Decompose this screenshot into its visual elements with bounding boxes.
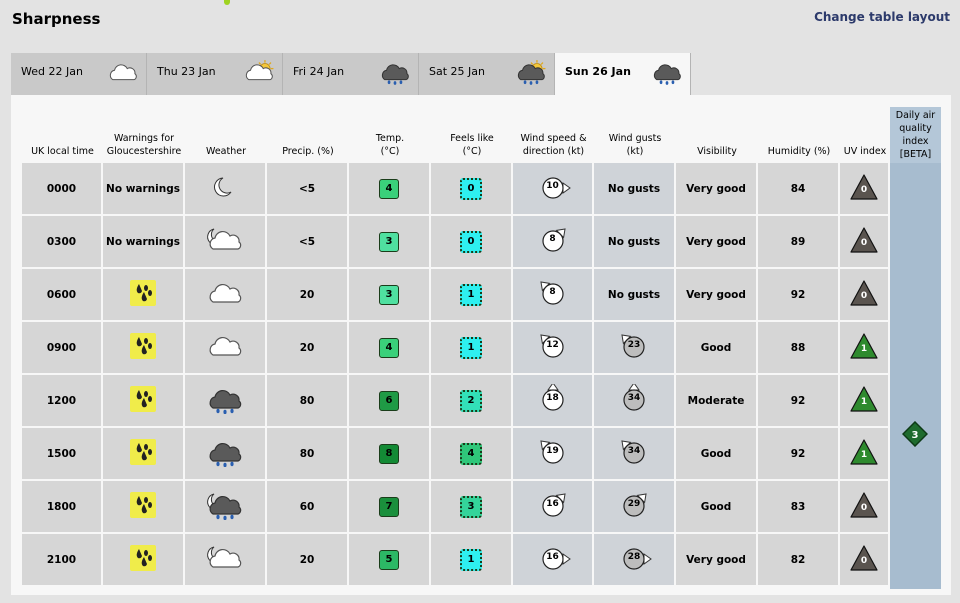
wind-arrow-icon: [535, 225, 571, 255]
humidity-cell: [758, 216, 840, 269]
precip-cell: [267, 322, 349, 375]
visibility-value: Very good: [686, 288, 746, 301]
uv-triangle-icon: [849, 544, 879, 572]
feels-cell: [431, 322, 513, 375]
temp-badge: 8: [379, 444, 399, 464]
rain-cloud-icon: [205, 458, 245, 470]
tab-label: Sat 25 Jan: [429, 65, 485, 78]
temp-badge: 4: [379, 179, 399, 199]
yellow-warning-icon[interactable]: [130, 333, 156, 359]
temp-badge: 6: [379, 391, 399, 411]
time-value: 1800: [46, 500, 77, 513]
table-row: [22, 163, 890, 216]
uv-value: 1: [860, 344, 868, 354]
tab-wed-22-jan[interactable]: [11, 53, 147, 95]
temp-cell: [349, 269, 431, 322]
temp-badge: 5: [379, 550, 399, 570]
uv-triangle-icon: [849, 332, 879, 360]
col-feels-label: Feels like (°C): [450, 133, 494, 157]
warning-text: No warnings: [106, 182, 180, 195]
visibility-value: Good: [700, 500, 732, 513]
warning-cell: [103, 481, 185, 534]
uv-cell: [840, 216, 890, 269]
cloud-icon: [205, 352, 245, 364]
col-wind-label: Wind speed & direction (kt): [520, 133, 587, 157]
wind-cell: [513, 534, 594, 587]
feels-badge: 1: [460, 337, 482, 359]
uv-triangle-icon: [849, 226, 879, 254]
time-cell: [22, 534, 103, 587]
temp-cell: [349, 163, 431, 216]
wind-cell: [513, 163, 594, 216]
temp-cell: [349, 375, 431, 428]
gust-cell: [594, 269, 676, 322]
uv-value: 1: [860, 450, 868, 460]
yellow-warning-icon[interactable]: [130, 545, 156, 571]
uv-value: 0: [860, 291, 868, 301]
wind-cell: [513, 375, 594, 428]
time-cell: [22, 163, 103, 216]
tab-label: Sun 26 Jan: [565, 65, 631, 78]
time-value: 1200: [46, 394, 77, 407]
warning-cell: [103, 269, 185, 322]
gust-cell: [594, 534, 676, 587]
humidity-value: 84: [790, 182, 806, 195]
warning-cell: [103, 534, 185, 587]
weather-cell: [185, 534, 267, 587]
wind-arrow-icon: [535, 437, 571, 467]
table-row: [22, 428, 890, 481]
wind-speed-value: 8: [549, 287, 556, 297]
precip-value: 80: [299, 447, 315, 460]
moon-cloud-icon: [205, 564, 245, 576]
uv-triangle-icon: [849, 173, 879, 201]
warning-cell: [103, 163, 185, 216]
table-row: [22, 481, 890, 534]
table-row: [22, 269, 890, 322]
gust-cell: [594, 428, 676, 481]
visibility-value: Very good: [686, 182, 746, 195]
time-cell: [22, 269, 103, 322]
gust-cell: [594, 216, 676, 269]
wind-speed-value: 16: [546, 552, 559, 562]
temp-cell: [349, 481, 431, 534]
sun-cloud-icon: [242, 59, 276, 89]
time-value: 0000: [46, 182, 77, 195]
visibility-cell: [676, 428, 758, 481]
top-indicator-dot: [224, 0, 230, 5]
precip-value: 80: [299, 394, 315, 407]
wind-arrow-icon: [535, 172, 571, 202]
humidity-cell: [758, 269, 840, 322]
visibility-value: Moderate: [687, 394, 745, 407]
precip-value: <5: [298, 182, 316, 195]
sun-rain-cloud-icon: [514, 59, 548, 89]
tab-fri-24-jan[interactable]: [283, 53, 419, 95]
uv-cell: [840, 375, 890, 428]
moon-cloud-icon: [205, 246, 245, 258]
col-wind: [513, 107, 594, 163]
visibility-value: Very good: [686, 235, 746, 248]
col-visibility: Visibility: [697, 146, 737, 157]
uv-value: 0: [860, 503, 868, 513]
uv-cell: [840, 428, 890, 481]
feels-cell: [431, 269, 513, 322]
gust-cell: [594, 375, 676, 428]
warning-cell: [103, 375, 185, 428]
precip-cell: [267, 428, 349, 481]
warning-cell: [103, 428, 185, 481]
feels-badge: 4: [460, 443, 482, 465]
weather-cell: [185, 216, 267, 269]
humidity-cell: [758, 375, 840, 428]
cloud-icon: [106, 59, 140, 89]
col-warnings-label: Warnings for Gloucestershire: [106, 133, 182, 157]
gust-arrow-icon: [616, 331, 652, 361]
rain-cloud-icon: [205, 405, 245, 417]
col-warnings: [103, 107, 185, 163]
time-value: 2100: [46, 553, 77, 566]
col-air-quality: Daily air quality index [BETA]: [890, 107, 941, 163]
weather-cell: [185, 163, 267, 216]
col-feels: [431, 107, 513, 163]
uv-value: 0: [860, 185, 868, 195]
cloud-icon: [205, 299, 245, 311]
precip-cell: [267, 534, 349, 587]
temp-cell: [349, 216, 431, 269]
feels-cell: [431, 481, 513, 534]
wind-cell: [513, 269, 594, 322]
gust-arrow-icon: [616, 384, 652, 414]
col-gusts-label: Wind gusts (kt): [608, 133, 662, 157]
tab-label: Thu 23 Jan: [157, 65, 216, 78]
gust-value: 28: [627, 552, 641, 562]
wind-speed-value: 8: [549, 234, 556, 244]
gust-arrow-icon: [616, 437, 652, 467]
wind-arrow-icon: [535, 278, 571, 308]
tab-sun-26-jan[interactable]: [555, 53, 691, 97]
visibility-value: Good: [700, 447, 732, 460]
warning-cell: [103, 216, 185, 269]
col-uv: UV index: [843, 146, 887, 157]
feels-badge: 0: [460, 231, 482, 253]
forecast-table: [22, 107, 890, 587]
page-title: Sharpness: [12, 10, 101, 28]
gust-cell: [594, 163, 676, 216]
temp-badge: 7: [379, 497, 399, 517]
feels-badge: 1: [460, 284, 482, 306]
gust-value: No gusts: [607, 288, 661, 301]
wind-arrow-icon: [535, 490, 571, 520]
precip-value: 20: [299, 341, 315, 354]
precip-cell: [267, 481, 349, 534]
weather-cell: [185, 481, 267, 534]
uv-value: 0: [860, 238, 868, 248]
precip-value: 60: [299, 500, 315, 513]
temp-badge: 3: [379, 232, 399, 252]
day-tabs: [11, 53, 691, 95]
rain-cloud-icon: [650, 59, 684, 89]
air-quality-column: [890, 107, 941, 589]
col-temp: [349, 107, 431, 163]
uv-triangle-icon: [849, 279, 879, 307]
gust-value: 34: [627, 393, 641, 403]
time-value: 0900: [46, 341, 77, 354]
uv-triangle-icon: [849, 438, 879, 466]
warning-cell: [103, 322, 185, 375]
wind-cell: [513, 481, 594, 534]
gust-value: 34: [627, 446, 641, 456]
temp-badge: 3: [379, 285, 399, 305]
time-cell: [22, 428, 103, 481]
tab-thu-23-jan[interactable]: [147, 53, 283, 95]
uv-value: 0: [860, 556, 868, 566]
gust-arrow-icon: [616, 543, 652, 573]
feels-cell: [431, 375, 513, 428]
wind-speed-value: 12: [546, 340, 559, 350]
feels-cell: [431, 428, 513, 481]
weather-cell: [185, 375, 267, 428]
time-cell: [22, 216, 103, 269]
precip-value: 20: [299, 288, 315, 301]
visibility-value: Good: [700, 341, 732, 354]
feels-cell: [431, 163, 513, 216]
humidity-cell: [758, 428, 840, 481]
humidity-value: 92: [790, 447, 806, 460]
humidity-cell: [758, 163, 840, 216]
wind-arrow-icon: [535, 543, 571, 573]
precip-cell: [267, 375, 349, 428]
wind-arrow-icon: [535, 384, 571, 414]
time-value: 0300: [46, 235, 77, 248]
table-row: [22, 534, 890, 587]
wind-speed-value: 10: [546, 181, 559, 191]
table-row: [22, 375, 890, 428]
uv-cell: [840, 534, 890, 587]
moon-icon: [205, 193, 245, 205]
humidity-value: 82: [790, 553, 806, 566]
warning-text: No warnings: [106, 235, 180, 248]
gust-value: 23: [627, 340, 641, 350]
rain-cloud-icon: [378, 59, 412, 89]
uv-value: 1: [860, 397, 868, 407]
time-value: 1500: [46, 447, 77, 460]
uv-cell: [840, 322, 890, 375]
feels-badge: 1: [460, 549, 482, 571]
gust-arrow-icon: [616, 490, 652, 520]
precip-cell: [267, 269, 349, 322]
moon-rain-cloud-icon: [205, 511, 245, 523]
table-row: [22, 216, 890, 269]
visibility-cell: [676, 375, 758, 428]
col-weather: Weather: [206, 146, 246, 157]
feels-badge: 2: [460, 390, 482, 412]
uv-triangle-icon: [849, 385, 879, 413]
humidity-value: 88: [790, 341, 806, 354]
temp-cell: [349, 322, 431, 375]
feels-cell: [431, 216, 513, 269]
yellow-warning-icon[interactable]: [130, 280, 156, 306]
change-table-layout-link[interactable]: Change table layout: [814, 10, 950, 24]
air-quality-badge[interactable]: [902, 421, 928, 447]
wind-speed-value: 18: [546, 393, 559, 403]
visibility-cell: [676, 481, 758, 534]
humidity-value: 92: [790, 288, 806, 301]
weather-cell: [185, 269, 267, 322]
gust-cell: [594, 481, 676, 534]
weather-cell: [185, 322, 267, 375]
feels-cell: [431, 534, 513, 587]
feels-badge: 0: [460, 178, 482, 200]
visibility-cell: [676, 322, 758, 375]
gust-value: No gusts: [607, 182, 661, 195]
wind-cell: [513, 428, 594, 481]
gust-value: 29: [627, 499, 641, 509]
temp-cell: [349, 428, 431, 481]
air-quality-body: [890, 163, 941, 589]
col-temp-label: Temp. (°C): [375, 133, 405, 157]
time-cell: [22, 322, 103, 375]
col-humidity: Humidity (%): [767, 146, 831, 157]
visibility-cell: [676, 269, 758, 322]
tab-label: Wed 22 Jan: [21, 65, 83, 78]
gust-cell: [594, 322, 676, 375]
uv-cell: [840, 481, 890, 534]
yellow-warning-icon[interactable]: [130, 492, 156, 518]
temp-cell: [349, 534, 431, 587]
time-value: 0600: [46, 288, 77, 301]
tab-label: Fri 24 Jan: [293, 65, 345, 78]
humidity-cell: [758, 534, 840, 587]
temp-badge: 4: [379, 338, 399, 358]
visibility-cell: [676, 163, 758, 216]
humidity-cell: [758, 322, 840, 375]
wind-arrow-icon: [535, 331, 571, 361]
weather-cell: [185, 428, 267, 481]
tab-sat-25-jan[interactable]: [419, 53, 555, 95]
time-cell: [22, 375, 103, 428]
visibility-cell: [676, 216, 758, 269]
humidity-value: 89: [790, 235, 806, 248]
uv-cell: [840, 269, 890, 322]
yellow-warning-icon[interactable]: [130, 439, 156, 465]
uv-cell: [840, 163, 890, 216]
table-row: [22, 322, 890, 375]
precip-cell: [267, 216, 349, 269]
col-gusts: [594, 107, 676, 163]
visibility-cell: [676, 534, 758, 587]
humidity-cell: [758, 481, 840, 534]
time-cell: [22, 481, 103, 534]
precip-value: <5: [298, 235, 316, 248]
visibility-value: Very good: [686, 553, 746, 566]
feels-badge: 3: [460, 496, 482, 518]
humidity-value: 92: [790, 394, 806, 407]
wind-speed-value: 16: [546, 499, 559, 509]
uv-triangle-icon: [849, 491, 879, 519]
wind-cell: [513, 216, 594, 269]
humidity-value: 83: [790, 500, 806, 513]
yellow-warning-icon[interactable]: [130, 386, 156, 412]
gust-value: No gusts: [607, 235, 661, 248]
col-time: UK local time: [31, 146, 94, 157]
col-precip: Precip. (%): [282, 146, 334, 157]
air-quality-value: 3: [911, 430, 919, 441]
wind-speed-value: 19: [546, 446, 559, 456]
precip-cell: [267, 163, 349, 216]
precip-value: 20: [299, 553, 315, 566]
wind-cell: [513, 322, 594, 375]
